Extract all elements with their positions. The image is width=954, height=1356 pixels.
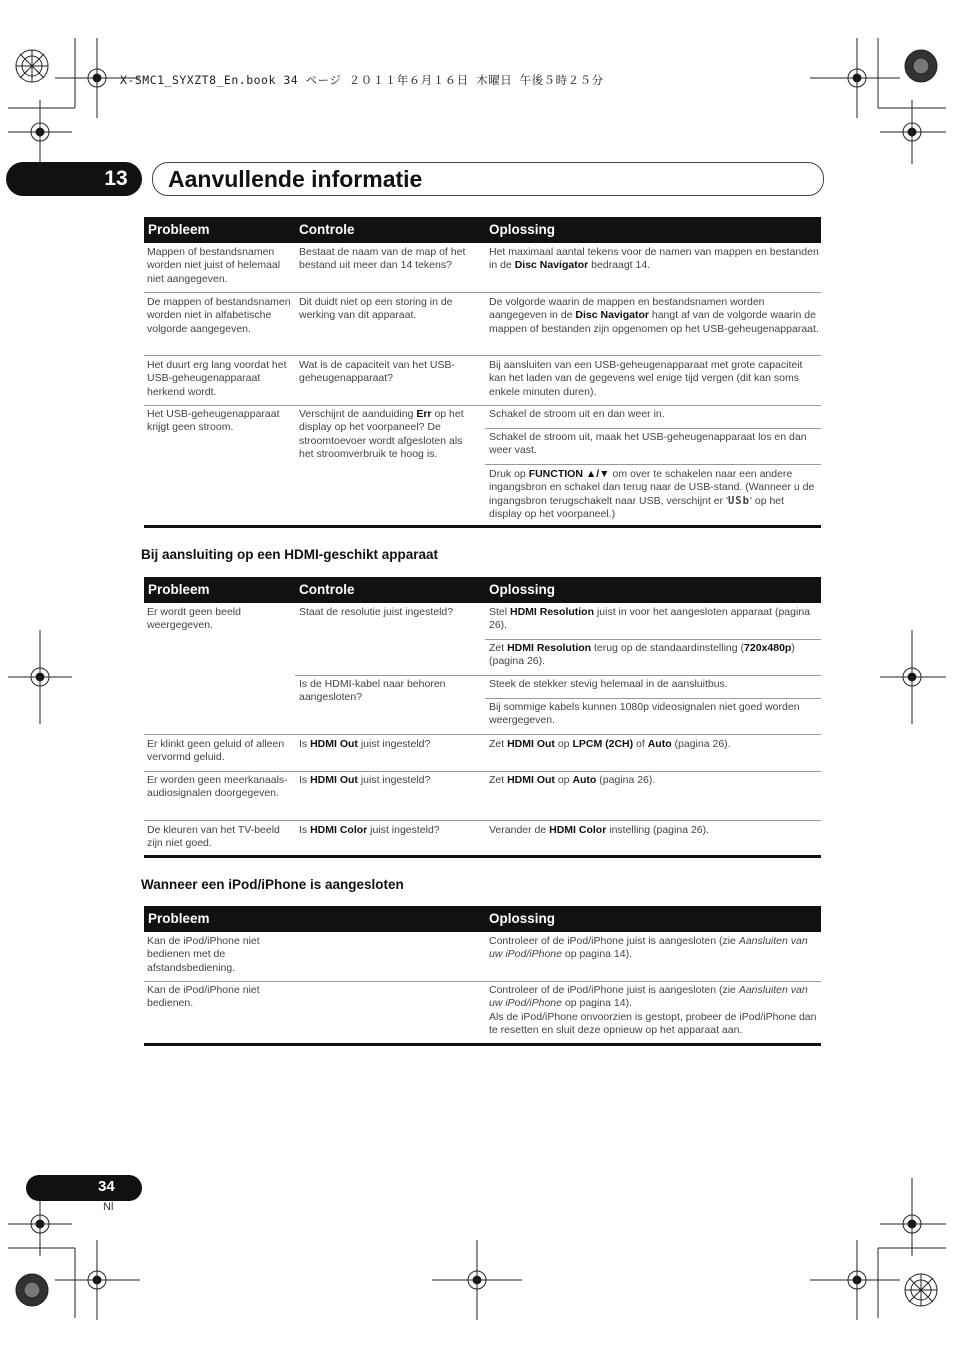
divider [144, 734, 821, 735]
divider [144, 771, 821, 772]
t2-r4-probleem: De kleuren van het TV-beeld zijn niet goed. [147, 824, 280, 850]
divider [485, 698, 821, 699]
t2-r1-oplossing-1: Stel HDMI Resolution juist in voor het aangesloten apparaat (pagina 26). [489, 606, 810, 632]
t2-r1-controle-1: Staat de resolutie juist ingesteld? [299, 606, 454, 618]
divider [144, 405, 821, 406]
t3-r2-oplossing: Controleer of de iPod/iPhone juist is aangesloten (zie Aansluiten van uw iPod/iPhone op pagina 14). Als de iPod/iPhone onvoorzien is gestopt, probeer de iPod/iPhone dan te resetten en sluit deze opnieuw op het apparaat aan. [489, 984, 817, 1036]
section-heading-hdmi: Bij aansluiting op een HDMI-geschikt apparaat [141, 547, 439, 562]
page-number-badge [26, 1175, 142, 1201]
table3-header [144, 906, 821, 932]
t2-r2-probleem: Er klinkt geen geluid of alleen vervormd geluid. [147, 738, 285, 764]
table2-header [144, 577, 821, 603]
t1-r2-controle: Dit duidt niet op een storing in de werking van dit apparaat. [299, 296, 453, 322]
t3-r1-oplossing: Controleer of de iPod/iPhone juist is aangesloten (zie Aansluiten van uw iPod/iPhone op pagina 14). [489, 935, 808, 961]
t2-r1-oplossing-3: Steek de stekker stevig helemaal in de aansluitbus. [489, 678, 728, 690]
divider [144, 292, 821, 293]
t3-r2-probleem: Kan de iPod/iPhone niet bedienen. [147, 984, 260, 1010]
table1-header-oplossing: Oplossing [489, 222, 556, 237]
t2-r4-controle: Is HDMI Color juist ingesteld? [299, 824, 440, 836]
t2-r4-oplossing: Verander de HDMI Color instelling (pagina 26). [489, 824, 710, 836]
t2-r2-oplossing: Zet HDMI Out op LPCM (2CH) of Auto (pagina 26). [489, 738, 731, 750]
t2-r1-oplossing-4: Bij sommige kabels kunnen 1080p videosignalen niet goed worden weergegeven. [489, 701, 800, 727]
t1-r2-oplossing: De volgorde waarin de mappen en bestandsnamen worden aangegeven in de Disc Navigator hangt af van de volgorde waarin de mappen of bestanden zijn opgenomen op het USB-geheugenapparaat. [489, 296, 819, 335]
page-language: Nl [103, 1201, 114, 1213]
divider [485, 428, 821, 429]
t2-r3-oplossing: Zet HDMI Out op Auto (pagina 26). [489, 774, 656, 786]
table3-header-oplossing: Oplossing [489, 911, 556, 926]
t1-r4-oplossing-1: Schakel de stroom uit en dan weer in. [489, 408, 665, 420]
t1-r4-controle: Verschijnt de aanduiding Err op het display op het voorpaneel? De stroomtoevoer wordt afgesloten als het stroomverbruik te hoog is. [299, 408, 464, 460]
t2-r1-controle-2: Is de HDMI-kabel naar behoren aangesloten? [299, 678, 446, 704]
table3-bottom-rule [144, 1043, 821, 1046]
t2-r1-probleem: Er wordt geen beeld weergegeven. [147, 606, 241, 632]
t1-r4-probleem: Het USB-geheugenapparaat krijgt geen stroom. [147, 408, 280, 434]
divider [485, 639, 821, 640]
t2-r3-probleem: Er worden geen meerkanaals-audiosignalen doorgegeven. [147, 774, 288, 800]
table2-bottom-rule [144, 855, 821, 858]
chapter-number: 13 [104, 167, 128, 190]
print-header-line: X-SMC1_SYXZT8_En.book 34 ページ ２０１１年６月１６日 木曜日 午後５時２５分 [120, 73, 604, 87]
table2-header-probleem: Probleem [148, 582, 210, 597]
table1-header-probleem: Probleem [148, 222, 210, 237]
table3-header-probleem: Probleem [148, 911, 210, 926]
t1-r4-oplossing-3: Druk op FUNCTION ▲/▼ om over te schakelen naar een andere ingangsbron en schakel dan terug naar de USB-stand. (Wanneer u de ingangsbron terugschakelt naar USB, verschijnt er 'USb' op het display op het voorpaneel.) [489, 468, 815, 520]
t1-r1-controle: Bestaat de naam van de map of het bestand uit meer dan 14 tekens? [299, 246, 466, 272]
table2-header-oplossing: Oplossing [489, 582, 556, 597]
t1-r3-probleem: Het duurt erg lang voordat het USB-geheugenapparaat herkend wordt. [147, 359, 287, 398]
usb-display-segment: USb [727, 494, 750, 507]
table1-header [144, 217, 821, 243]
t1-r4-oplossing-2: Schakel de stroom uit, maak het USB-geheugenapparaat los en dan weer vast. [489, 431, 807, 457]
table1-bottom-rule [144, 525, 821, 528]
t1-r3-oplossing: Bij aansluiten van een USB-geheugenapparaat met grote capaciteit kan het laden van de gegevens wel enige tijd vergen (dit kan soms enkele minuten duren). [489, 359, 803, 398]
t1-r1-oplossing: Het maximaal aantal tekens voor de namen van mappen en bestanden in de Disc Navigator bedraagt 14. [489, 246, 819, 272]
t2-r3-controle: Is HDMI Out juist ingesteld? [299, 774, 431, 786]
t3-r1-probleem: Kan de iPod/iPhone niet bedienen met de afstandsbediening. [147, 935, 260, 974]
t1-r2-probleem: De mappen of bestandsnamen worden niet in alfabetische volgorde aangegeven. [147, 296, 291, 335]
table2-header-controle: Controle [299, 582, 355, 597]
t1-r1-probleem: Mappen of bestandsnamen worden niet juist of helemaal niet aangegeven. [147, 246, 281, 285]
divider [144, 820, 821, 821]
divider [295, 675, 821, 676]
table1-header-controle: Controle [299, 222, 355, 237]
page-number: 34 [98, 1178, 115, 1195]
t2-r2-controle: Is HDMI Out juist ingesteld? [299, 738, 431, 750]
t2-r1-oplossing-2: Zet HDMI Resolution terug op de standaardinstelling (720x480p) (pagina 26). [489, 642, 795, 668]
divider [144, 981, 821, 982]
divider [485, 464, 821, 465]
chapter-title: Aanvullende informatie [168, 166, 423, 192]
divider [144, 355, 821, 356]
section-heading-ipod: Wanneer een iPod/iPhone is aangesloten [141, 877, 404, 892]
t1-r3-controle: Wat is de capaciteit van het USB-geheugenapparaat? [299, 359, 456, 385]
